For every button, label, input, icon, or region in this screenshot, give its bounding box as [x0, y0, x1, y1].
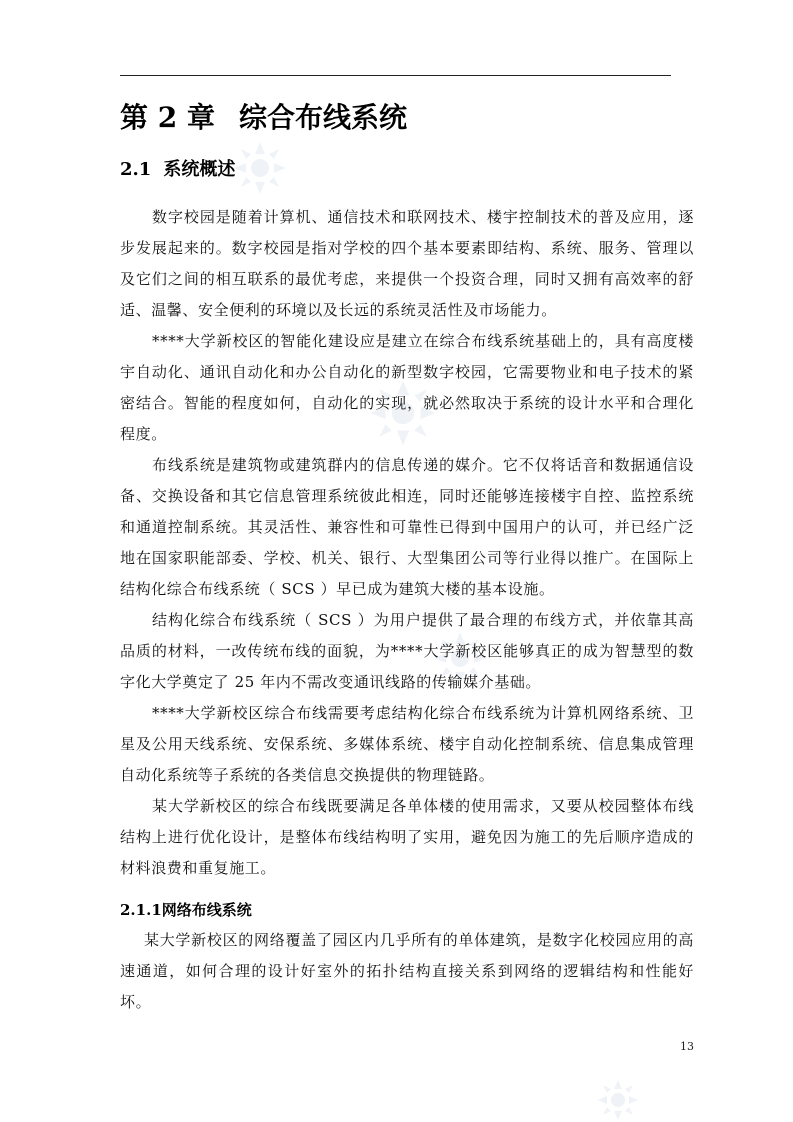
- section-heading: [120, 156, 235, 184]
- section-body: [120, 202, 694, 884]
- subsection-body: [120, 925, 694, 1018]
- watermark-emblem-icon: [232, 140, 288, 196]
- paragraph: 布线系统是建筑物或建筑群内的信息传递的媒介。它不仅将话音和数据通信设备、交换设备和其它信息管理系统彼此相连，同时还能够连接楼宇自控、监控系统和通道控制系统。其灵活性、兼容性和可靠性已得到中国用户的认可，并已经广泛地在国家职能部委、学校、机关、银行、大型集团公司等行业得以推广。在国际上结构化综合布线系统（ SCS ）早已成为建筑大楼的基本设施。: [120, 456, 694, 598]
- chapter-name: 综合布线系统: [238, 101, 407, 134]
- page-number: 13: [680, 1040, 694, 1053]
- paragraph: 某大学新校区的网络覆盖了园区内几乎所有的单体建筑，是数字化校园应用的高速通道，如何合理的设计好室外的拓扑结构直接关系到网络的逻辑结构和性能好坏。: [120, 931, 694, 1011]
- paragraph: ****大学新校区综合布线需要考虑结构化综合布线系统为计算机网络系统、卫星及公用天线系统、安保系统、多媒体系统、楼宇自动化控制系统、信息集成管理自动化系统等子系统的各类信息交换提供的物理链路。: [120, 704, 694, 784]
- paragraph: 结构化综合布线系统（ SCS ）为用户提供了最合理的布线方式，并依靠其高品质的材料，一改传统布线的面貌，为****大学新校区能够真正的成为智慧型的数字化大学奠定了 25 年内不需改变通讯线路的传输媒介基础。: [120, 611, 694, 691]
- subsection-name: 网络布线系统: [161, 901, 252, 919]
- paragraph: 某大学新校区的综合布线既要满足各单体楼的使用需求，又要从校园整体布线结构上进行优化设计，是整体布线结构明了实用，避免因为施工的先后顺序造成的材料浪费和重复施工。: [120, 797, 694, 877]
- section-number: 2.1: [120, 159, 152, 180]
- watermark-emblem-icon: [596, 1078, 640, 1122]
- paragraph: 数字校园是随着计算机、通信技术和联网技术、楼宇控制技术的普及应用，逐步发展起来的。数字校园是指对学校的四个基本要素即结构、系统、服务、管理以及它们之间的相互联系的最优考虑，来提供一个投资合理，同时又拥有高效率的舒适、温馨、安全便利的环境以及长远的系统灵活性及市场能力。: [120, 208, 694, 319]
- subsection-number: 2.1.1: [120, 901, 162, 919]
- chapter-label: 第 2 章: [120, 101, 215, 134]
- subsection-heading: [120, 898, 252, 922]
- chapter-title: [120, 100, 407, 136]
- paragraph: ****大学新校区的智能化建设应是建立在综合布线系统基础上的，具有高度楼宇自动化、通讯自动化和办公自动化的新型数字校园，它需要物业和电子技术的紧密结合。智能的程度如何，自动化的实现，就必然取决于系统的设计水平和合理化程度。: [120, 332, 694, 443]
- header-rule: [120, 75, 671, 76]
- section-name: 系统概述: [163, 159, 236, 180]
